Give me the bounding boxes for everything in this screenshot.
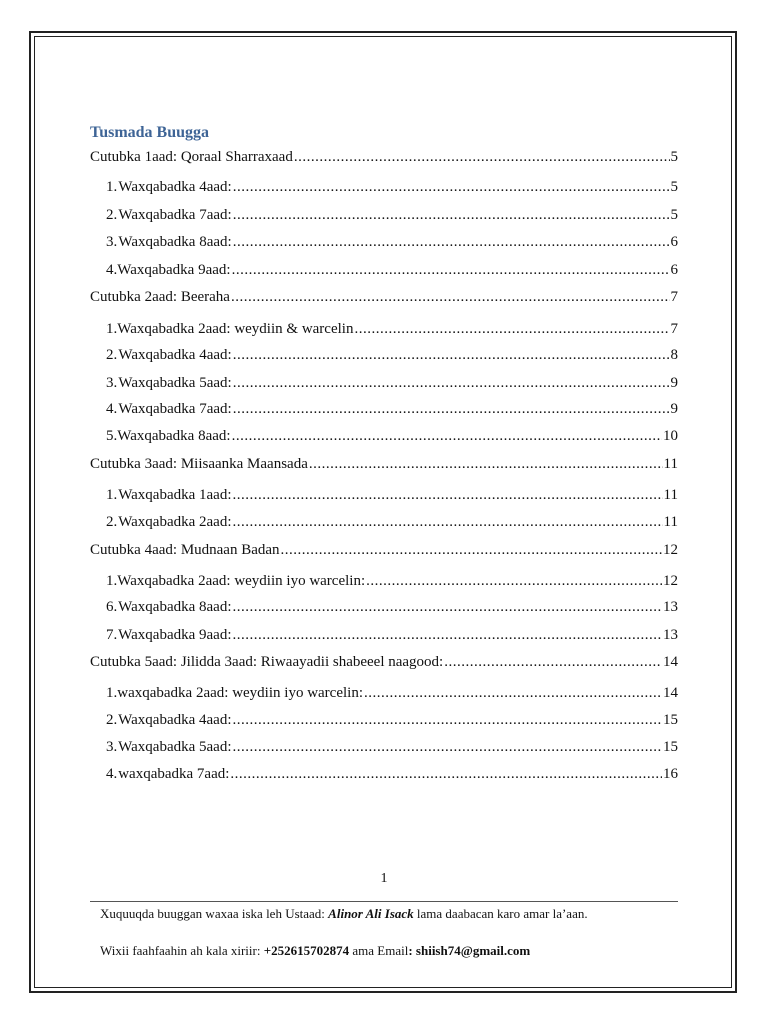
toc-dot-leader [309, 455, 663, 473]
toc-chapter-entry[interactable] [90, 288, 678, 306]
toc-entry-label: waxqabadka 2aad: weydiin iyo warcelin: [117, 685, 363, 701]
toc-entry[interactable] [106, 374, 678, 392]
toc-entry[interactable] [106, 486, 678, 504]
toc-entry[interactable] [106, 572, 678, 590]
toc-entry[interactable] [106, 400, 678, 418]
toc-entry-label: Waxqabadka 2aad: [118, 514, 232, 530]
toc-entry-page: 6 [670, 262, 678, 278]
toc-entry[interactable] [106, 320, 678, 338]
toc-entry[interactable] [106, 765, 678, 783]
toc-entry-label: Waxqabadka 8aad: [117, 428, 231, 444]
toc-entry-label: Waxqabadka 8aad: [118, 599, 232, 615]
toc-entry-page: 13 [663, 627, 678, 643]
toc-entry-number: 1. [106, 179, 118, 195]
toc-dot-leader [231, 288, 670, 306]
toc-entry[interactable] [106, 233, 678, 251]
toc-entry-label: Waxqabadka 4aad: [118, 179, 232, 195]
toc-entry-number: 7. [106, 627, 118, 643]
toc-entry-number: 1. [106, 321, 118, 337]
toc-dot-leader [444, 653, 662, 671]
toc-entry-page: 5 [670, 179, 678, 195]
toc-entry-page: 11 [663, 487, 678, 503]
toc-entry-label: Waxqabadka 8aad: [118, 234, 232, 250]
toc-dot-leader [233, 346, 670, 364]
toc-entry[interactable] [106, 427, 678, 445]
toc-entry-label: Cutubka 3aad: Miisaanka Maansada [90, 456, 308, 472]
toc-entry[interactable] [106, 598, 678, 616]
toc-entry[interactable] [106, 684, 678, 702]
toc-dot-leader [230, 765, 662, 783]
toc-entry[interactable] [106, 711, 678, 729]
toc-entry-label: Waxqabadka 7aad: [118, 207, 232, 223]
footer-copyright-prefix: Xuquuqda buuggan waxaa iska leh Ustaad: [100, 906, 329, 921]
toc-chapter-entry[interactable] [90, 148, 678, 166]
toc-entry-page: 12 [663, 573, 678, 589]
toc-dot-leader [233, 738, 663, 756]
toc-entry-page: 9 [670, 375, 678, 391]
toc-dot-leader [232, 427, 662, 445]
toc-entry-page: 6 [670, 234, 678, 250]
toc-entry[interactable] [106, 261, 678, 279]
toc-entry[interactable] [106, 206, 678, 224]
toc-entry-label: Waxqabadka 4aad: [118, 712, 232, 728]
toc-entry-number: 2. [106, 712, 118, 728]
toc-entry-number: 2. [106, 347, 118, 363]
toc-entry-label: waxqabadka 7aad: [118, 766, 230, 782]
toc-entry-number: 6. [106, 599, 118, 615]
footer-email: : shiish74@gmail.com [408, 943, 531, 958]
toc-entry-label: Waxqabadka 7aad: [118, 401, 232, 417]
toc-entry-number: 3. [106, 739, 118, 755]
toc-entry-number: 3. [106, 234, 118, 250]
toc-dot-leader [233, 486, 663, 504]
toc-entry-label: Waxqabadka 2aad: weydiin & warcelin [117, 321, 354, 337]
toc-entry[interactable] [106, 738, 678, 756]
page-number: 1 [380, 871, 388, 886]
toc-entry[interactable] [106, 626, 678, 644]
toc-chapter-entry[interactable] [90, 455, 678, 473]
toc-entry-page: 11 [663, 456, 678, 472]
toc-entry-page: 7 [670, 321, 678, 337]
toc-dot-leader [364, 684, 662, 702]
footer-phone: +252615702874 [263, 943, 350, 958]
toc-entry-label: Cutubka 4aad: Mudnaan Badan [90, 542, 280, 558]
toc-entry-page: 14 [663, 654, 678, 670]
toc-dot-leader [294, 148, 670, 166]
toc-entry-number: 1. [106, 685, 118, 701]
toc-dot-leader [233, 178, 670, 196]
toc-entry-number: 4. [106, 262, 118, 278]
toc-dot-leader [233, 513, 663, 531]
toc-dot-leader [233, 711, 663, 729]
toc-title: Tusmada Buugga [90, 124, 210, 141]
toc-entry-label: Cutubka 1aad: Qoraal Sharraxaad [90, 149, 293, 165]
toc-entry-label: Cutubka 5aad: Jilidda 3aad: Riwaayadii shabeeel naagood: [90, 654, 444, 670]
toc-entry-label: Cutubka 2aad: Beeraha [90, 289, 230, 305]
toc-entry-number: 4. [106, 766, 118, 782]
toc-entry-number: 2. [106, 514, 118, 530]
toc-entry-label: Waxqabadka 5aad: [118, 739, 232, 755]
footer-rule [90, 901, 678, 902]
toc-entry-label: Waxqabadka 9aad: [118, 627, 232, 643]
toc-entry-number: 5. [106, 428, 118, 444]
footer-author: Alinor Ali Isack [328, 906, 414, 921]
footer-copyright-suffix: lama daabacan karo amar la’aan. [413, 906, 588, 921]
footer-contact [100, 943, 530, 959]
toc-entry[interactable] [106, 346, 678, 364]
toc-entry-page: 11 [663, 514, 678, 530]
toc-dot-leader [233, 598, 663, 616]
toc-entry[interactable] [106, 513, 678, 531]
toc-chapter-entry[interactable] [90, 653, 678, 671]
toc-entry-page: 10 [663, 428, 678, 444]
toc-entry-page: 12 [663, 542, 678, 558]
toc-entry-page: 16 [663, 766, 678, 782]
toc-dot-leader [281, 541, 662, 559]
toc-entry-page: 9 [670, 401, 678, 417]
toc-entry-page: 13 [663, 599, 678, 615]
toc-entry-number: 4. [106, 401, 118, 417]
toc-entry-page: 15 [663, 739, 678, 755]
toc-entry-number: 1. [106, 487, 118, 503]
toc-dot-leader [233, 374, 670, 392]
toc-entry-page: 14 [663, 685, 678, 701]
toc-dot-leader [233, 206, 670, 224]
toc-entry-number: 1. [106, 573, 118, 589]
footer-contact-mid: ama Email [349, 943, 409, 958]
toc-chapter-entry[interactable] [90, 541, 678, 559]
toc-entry-label: Waxqabadka 2aad: weydiin iyo warcelin: [117, 573, 366, 589]
toc-dot-leader [366, 572, 662, 590]
toc-entry-page: 5 [670, 149, 678, 165]
toc-dot-leader [354, 320, 669, 338]
footer-copyright [100, 906, 588, 922]
toc-dot-leader [232, 261, 670, 279]
toc-entry-number: 2. [106, 207, 118, 223]
toc-entry-label: Waxqabadka 5aad: [118, 375, 232, 391]
toc-entry-page: 8 [670, 347, 678, 363]
toc-dot-leader [233, 233, 670, 251]
toc-entry-label: Waxqabadka 9aad: [117, 262, 231, 278]
toc-entry-number: 3. [106, 375, 118, 391]
toc-entry-page: 5 [670, 207, 678, 223]
toc-entry-label: Waxqabadka 1aad: [118, 487, 232, 503]
toc-dot-leader [233, 400, 670, 418]
toc-entry[interactable] [106, 178, 678, 196]
toc-entry-page: 15 [663, 712, 678, 728]
footer-contact-prefix: Wixii faahfaahin ah kala xiriir: [100, 943, 264, 958]
toc-entry-page: 7 [670, 289, 678, 305]
toc-dot-leader [233, 626, 663, 644]
toc-entry-label: Waxqabadka 4aad: [118, 347, 232, 363]
